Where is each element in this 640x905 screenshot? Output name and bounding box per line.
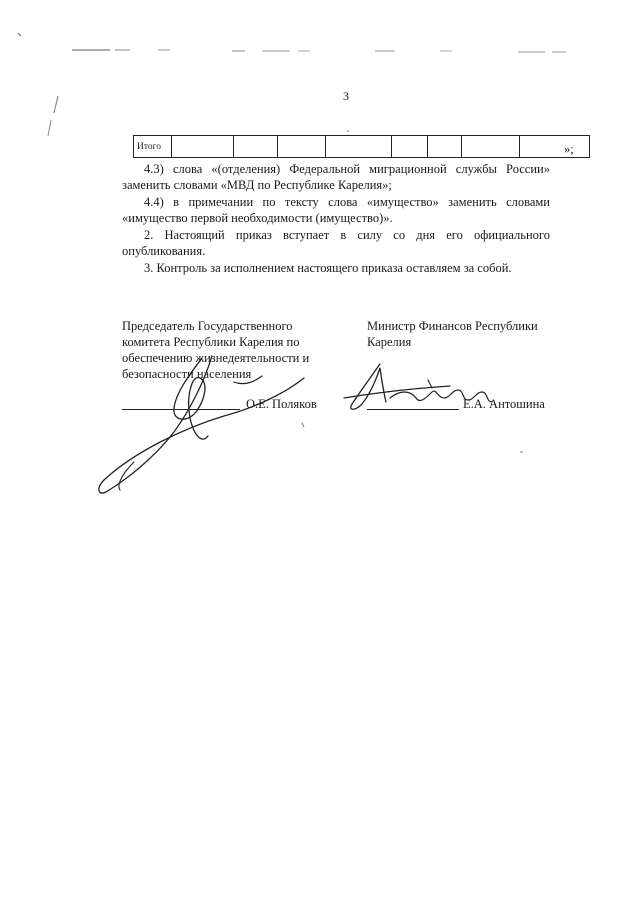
table-cell <box>278 136 326 158</box>
right-signatory-name: Е.А. Антошина <box>463 397 545 411</box>
left-title-line: безопасности населения <box>122 367 252 381</box>
left-title-line: Председатель Государственного <box>122 319 293 333</box>
right-title-line: Карелия <box>367 335 412 349</box>
right-handwritten-signature-icon <box>340 358 520 418</box>
right-title-line: Министр Финансов Республики <box>367 319 538 333</box>
table-cell <box>172 136 234 158</box>
left-title-line: обеспечению жизнедеятельности и <box>122 351 310 365</box>
table-cell <box>428 136 462 158</box>
right-signatory-title <box>367 318 538 350</box>
left-signatory-name: О.Е. Поляков <box>246 397 317 411</box>
table-cell-total-label: Итого <box>134 136 172 158</box>
totals-table <box>133 135 590 158</box>
closing-quote: »; <box>564 142 574 156</box>
table-cell <box>326 136 392 158</box>
page-number: 3 <box>343 89 349 103</box>
table-row-total <box>134 136 590 158</box>
table-cell <box>520 136 590 158</box>
paragraph-effective-date: 2. Настоящий приказ вступает в силу со дня его официального опубликования. <box>122 228 550 258</box>
paragraph-item-4-3: 4.3) слова «(отделения) Федеральной миграционной службы России» заменить словами «МВД по Республике Карелия»; <box>122 162 550 192</box>
left-title-line: комитета Республики Карелия по <box>122 335 300 349</box>
paragraph-control: 3. Контроль за исполнением настоящего приказа оставляем за собой. <box>144 261 512 275</box>
left-handwritten-signature-icon <box>94 352 334 502</box>
paragraph-item-4-4: 4.4) в примечании по тексту слова «имущество» заменить словами «имущество первой необходимости (имущество)». <box>122 195 550 225</box>
table-cell <box>392 136 428 158</box>
table-cell <box>462 136 520 158</box>
table-cell <box>234 136 278 158</box>
